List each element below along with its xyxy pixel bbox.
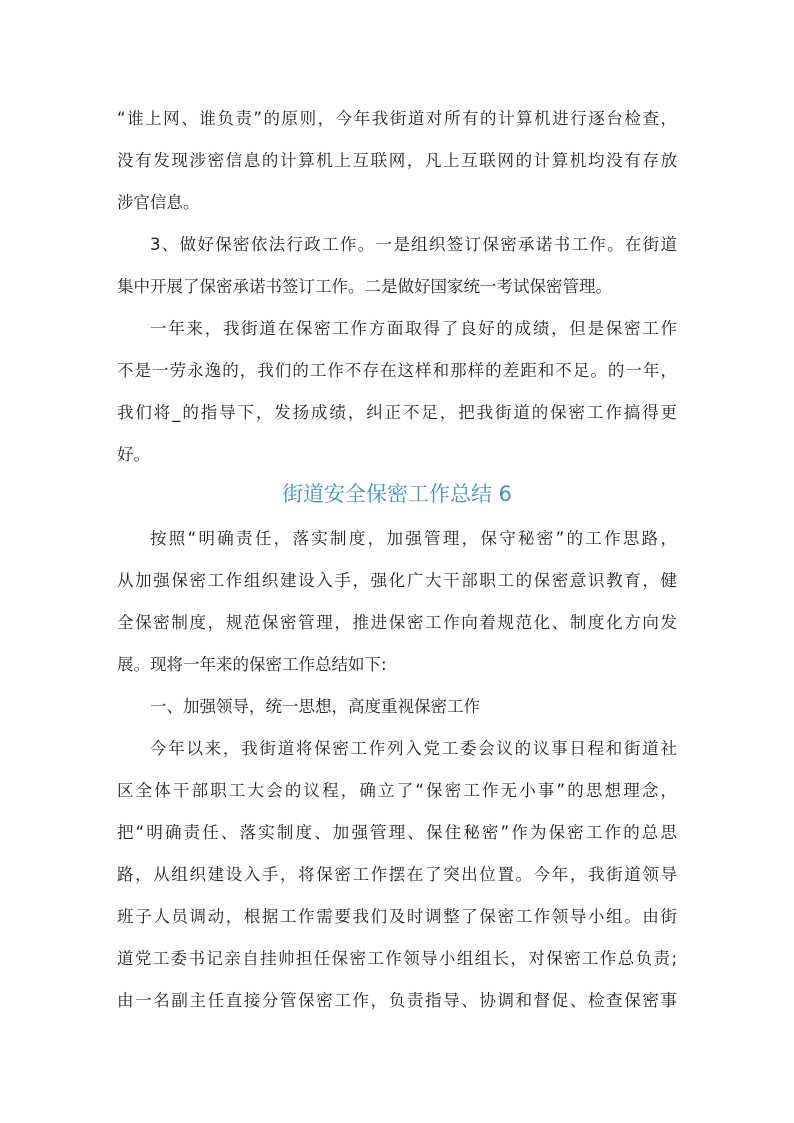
paragraph-line: 没有发现涉密信息的计算机上互联网，凡上互联网的计算机均没有存放: [117, 151, 677, 170]
paragraph-line: 道党工委书记亲自挂帅担任保密工作领导小组组长，对保密工作总负责;: [117, 949, 677, 968]
section-heading: 街道安全保密工作总结 6: [281, 482, 513, 506]
paragraph-line: 全保密制度，规范保密管理，推进保密工作向着规范化、制度化方向发: [117, 613, 677, 632]
paragraph-line: 集中开展了保密承诺书签订工作。二是做好国家统一考试保密管理。: [117, 277, 612, 296]
paragraph-line: 不是一劳永逸的，我们的工作不存在这样和那样的差距和不足。的一年，: [117, 361, 677, 380]
paragraph-line: “谁上网、谁负责”的原则，今年我街道对所有的计算机进行逐台检查，: [117, 109, 677, 128]
paragraph-line: 按照“明确责任，落实制度，加强管理，保守秘密”的工作思路，: [150, 529, 677, 548]
paragraph-line: 把“明确责任、落实制度、加强管理、保住秘密”作为保密工作的总思: [117, 823, 677, 842]
paragraph-line: 一年来，我街道在保密工作方面取得了良好的成绩，但是保密工作: [150, 319, 677, 338]
paragraph-line: 今年以来，我街道将保密工作列入党工委会议的议事日程和街道社: [150, 739, 677, 758]
paragraph-line: 3、做好保密依法行政工作。一是组织签订保密承诺书工作。在街道: [150, 235, 677, 254]
paragraph-line: 区全体干部职工大会的议程，确立了“保密工作无小事”的思想理念，: [117, 781, 677, 800]
paragraph-line: 我们将_的指导下，发扬成绩，纠正不足，把我街道的保密工作搞得更: [117, 403, 677, 422]
paragraph-line: 从加强保密工作组织建设入手，强化广大干部职工的保密意识教育，健: [117, 571, 677, 590]
paragraph-line: 一、加强领导，统一思想，高度重视保密工作: [150, 697, 480, 716]
paragraph-line: 班子人员调动，根据工作需要我们及时调整了保密工作领导小组。由街: [117, 907, 677, 926]
paragraph-line: 路，从组织建设入手，将保密工作摆在了突出位置。今年，我街道领导: [117, 865, 677, 884]
paragraph-line: 涉官信息。: [117, 193, 200, 212]
paragraph-line: 好。: [117, 445, 150, 464]
paragraph-line: 展。现将一年来的保密工作总结如下:: [117, 655, 387, 674]
paragraph-line: 由一名副主任直接分管保密工作，负责指导、协调和督促、检查保密事: [117, 991, 677, 1010]
